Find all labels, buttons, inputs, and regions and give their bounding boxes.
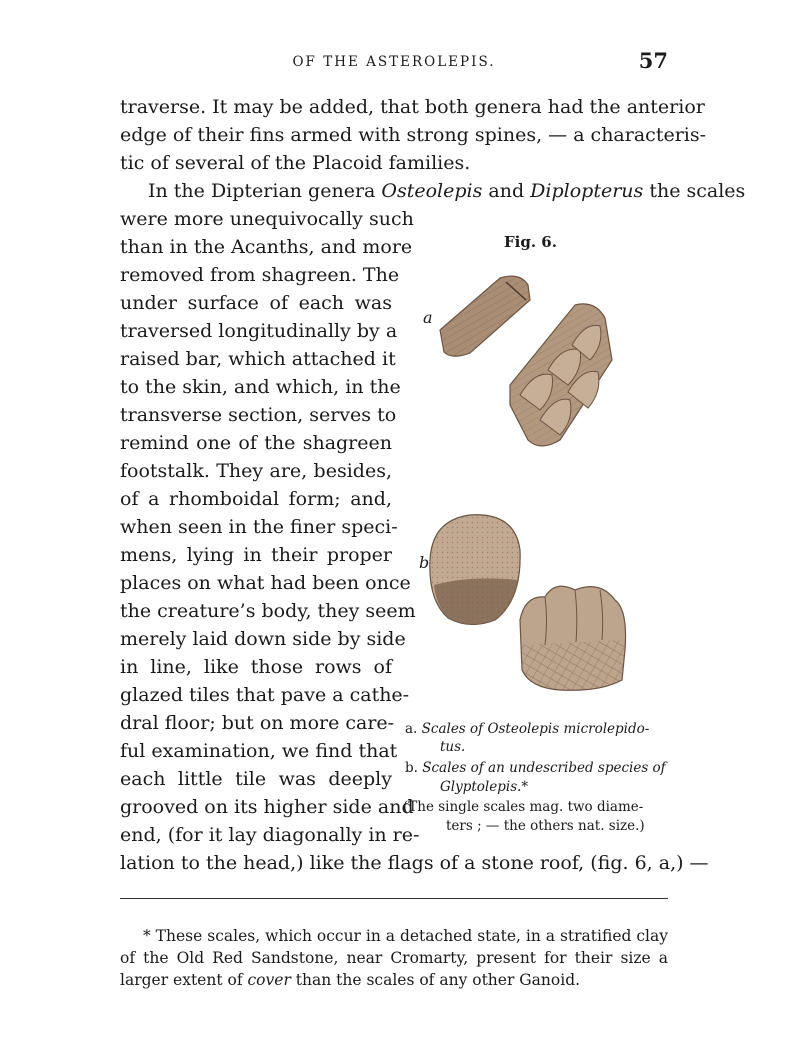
column-line: glazed tiles that pave a cathe- xyxy=(120,684,410,706)
column-line: to the skin, and which, in the xyxy=(120,376,401,398)
caption-prefix: a. xyxy=(405,721,418,737)
text-run: and xyxy=(482,180,531,202)
column-line: mens, lying in their proper xyxy=(120,544,392,566)
column-line: merely laid down side by side xyxy=(120,628,406,650)
column-line: dral floor; but on more care- xyxy=(120,712,395,734)
column-line: each little tile was deeply xyxy=(120,768,392,790)
column-line: places on what had been once xyxy=(120,572,411,594)
column-line: than in the Acanths, and more xyxy=(120,236,413,258)
scale-b-cluster xyxy=(520,586,626,690)
text-run: the scales xyxy=(643,180,746,202)
column-line: remind one of the shagreen xyxy=(120,432,392,454)
column-line: footstalk. They are, besides, xyxy=(120,460,392,482)
column-line: end, (for it lay diagonally in re- xyxy=(120,824,420,846)
footnote-line-1: * These scales, which occur in a detached state, in a stratified clay xyxy=(143,927,668,945)
body-line-3: tic of several of the Placoid families. xyxy=(120,152,471,174)
column-line: transverse section, serves to xyxy=(120,404,397,426)
page-number: 57 xyxy=(638,48,668,73)
running-title: OF THE ASTEROLEPIS. xyxy=(292,54,496,70)
footnote-rule xyxy=(120,898,668,899)
caption-a-line-1 xyxy=(405,723,649,737)
column-line: raised bar, which attached it xyxy=(120,348,396,370)
body-line-1: traverse. It may be added, that both genera had the anterior xyxy=(120,96,705,118)
column-line: the creature’s body, they seem xyxy=(120,600,416,622)
footnote-line-3 xyxy=(120,973,580,989)
caption-b-line-2 xyxy=(440,781,528,795)
text-run: larger extent of xyxy=(120,971,248,989)
column-line: traversed longitudinally by a xyxy=(120,320,398,342)
figure-title: Fig. 6. xyxy=(504,233,557,251)
caption-prefix: b. xyxy=(405,760,418,776)
column-line: in line, like those rows of xyxy=(120,656,392,678)
body-line-last: lation to the head,) like the flags of a stone roof, (fig. 6, a,) — xyxy=(120,852,709,874)
column-line: when seen in the finer speci- xyxy=(120,516,398,538)
scale-a-cluster xyxy=(510,304,612,446)
caption-text: tus. xyxy=(440,739,466,755)
column-line: under surface of each was xyxy=(120,292,392,314)
caption-text: Scales of Osteolepis microlepido- xyxy=(421,721,650,737)
caption-text: Scales of an undescribed species of xyxy=(422,760,666,776)
figure-label-a: a xyxy=(423,308,433,327)
genus-diplopterus: Diplopterus xyxy=(530,180,644,202)
text-run: In the Dipterian genera xyxy=(148,180,382,202)
column-line: removed from shagreen. The xyxy=(120,264,400,286)
figure-label-b: b xyxy=(419,553,430,572)
caption-note-line-2: ters ; — the others nat. size.) xyxy=(446,818,645,834)
text-run: than the scales of any other Ganoid. xyxy=(290,971,581,989)
caption-a-line-2 xyxy=(440,741,465,755)
emphasis-cover: cover xyxy=(247,971,291,989)
column-line: ful examination, we find that xyxy=(120,740,398,762)
body-line-2: edge of their fins armed with strong spines, — a characteris- xyxy=(120,124,707,146)
caption-text: Glyptolepis.* xyxy=(440,779,529,795)
caption-b-line-1 xyxy=(405,762,666,776)
column-line: grooved on its higher side and xyxy=(120,796,414,818)
scale-b-single xyxy=(430,515,520,625)
column-line: were more unequivocally such xyxy=(120,208,414,230)
scale-a-single xyxy=(440,276,530,356)
column-line: of a rhomboidal form; and, xyxy=(120,488,392,510)
caption-note-line-1: (The single scales mag. two diame- xyxy=(403,799,644,815)
footnote-line-2: of the Old Red Sandstone, near Cromarty, present for their size a xyxy=(120,949,668,967)
genus-osteolepis: Osteolepis xyxy=(381,180,483,202)
